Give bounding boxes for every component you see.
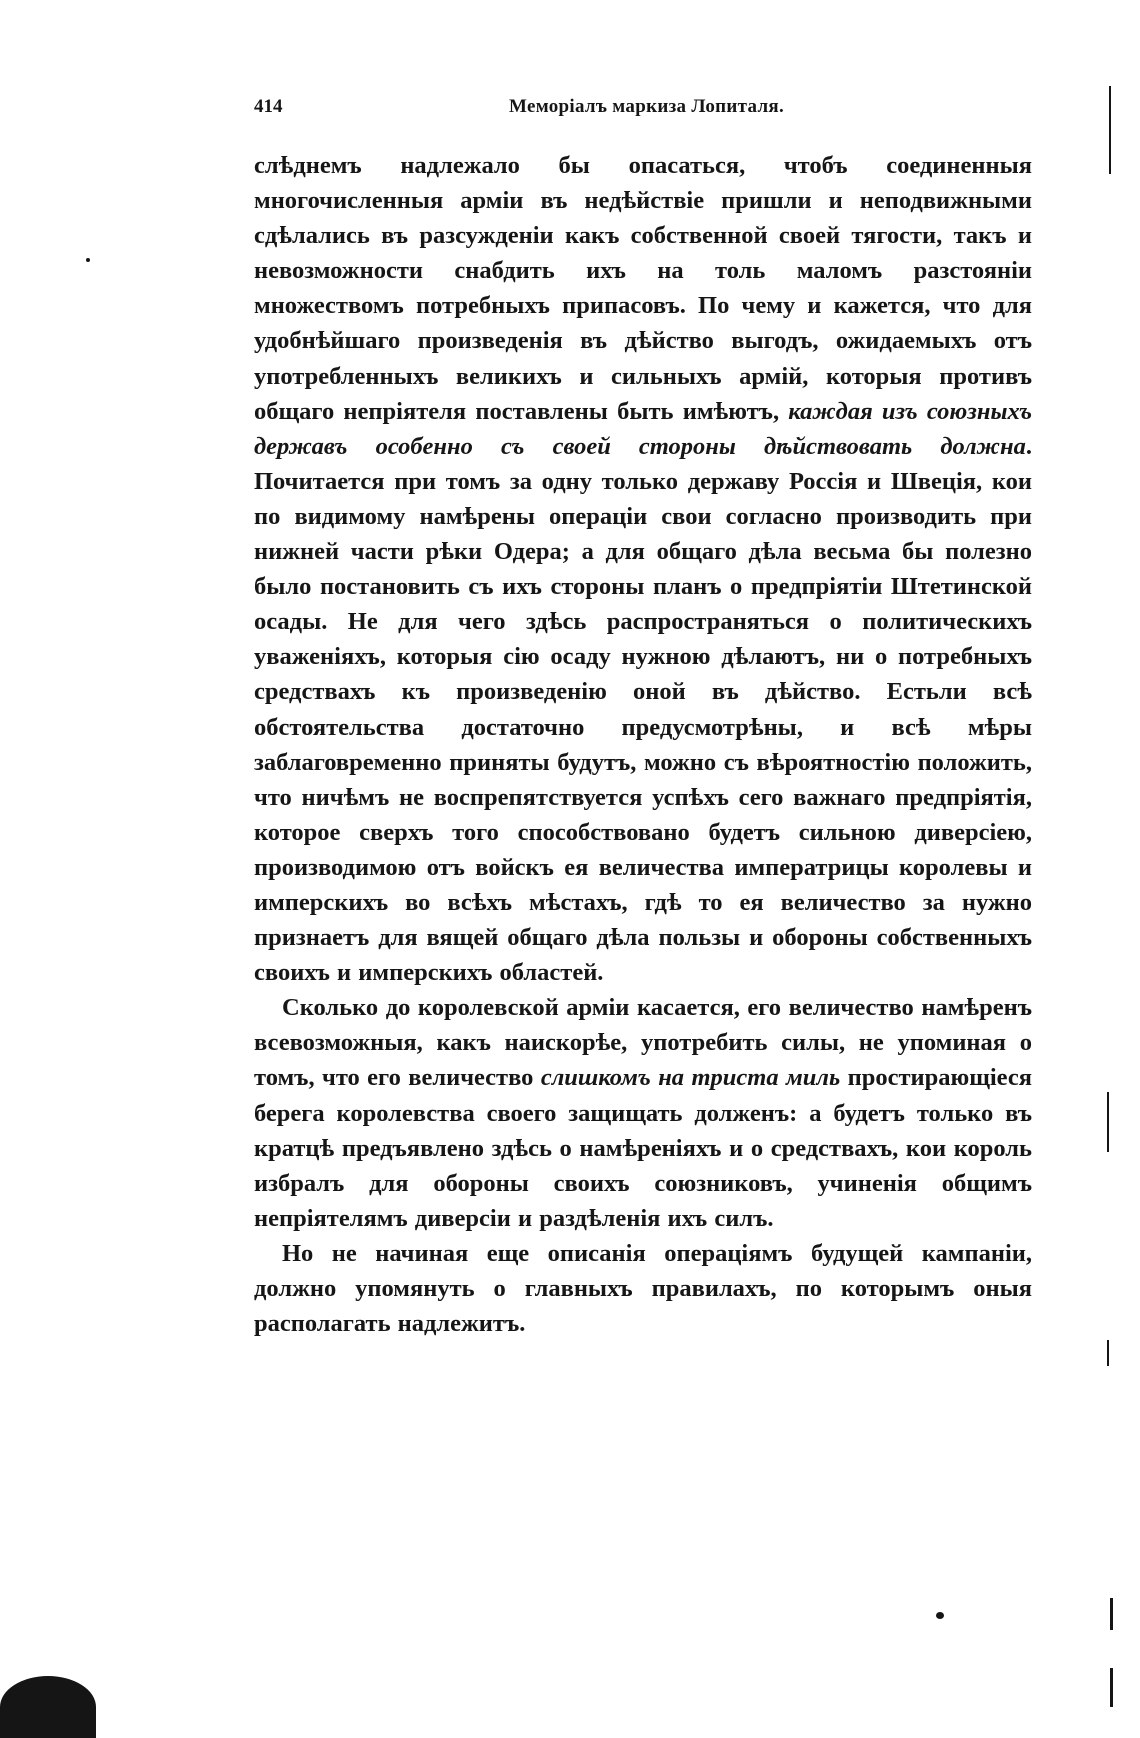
paragraph [254,990,1032,1236]
scan-edge-line [1110,1668,1113,1707]
paragraph [254,1236,1032,1341]
running-title: Меморіалъ маркиза Лопиталя. [509,96,785,117]
scan-edge-line [1109,86,1111,174]
page-number: 414 [254,96,283,117]
italic-phrase: слишкомъ на триста миль [540,1064,841,1092]
paragraph-text: Сколько до королевской арміи касается, его величество намѣренъ всевозможныя, какъ наискорѣе, употребить силы, не упоминая о томъ, что его величество [254,994,1032,1092]
scan-edge-line [1107,1092,1109,1152]
scan-dot [86,258,90,262]
paragraph [254,148,1032,990]
scan-dot [936,1612,944,1619]
paragraph-text: . Почитается при томъ за одну только державу Россія и Швеція, кои по видимому намѣрены операціи свои согласно производить при нижней части рѣки Одера; а для общаго дѣла весьма бы полезно было постановить съ ихъ стороны планъ о предпріятіи Штетинской осады. Не для чего здѣсь распространяться о политическихъ уваженіяхъ, которыя сію осаду нужною дѣлаютъ, ни о потребныхъ средствахъ къ произведенію оной въ дѣйство. Естьли всѣ обстоятельства достаточно предусмотрѣны, и всѣ мѣры заблаговременно приняты будутъ, можно съ вѣроятностію положить, что ничѣмъ не воспрепятствуется успѣхъ сего важнаго предпріятія, которое сверхъ того способствовано будетъ сильною диверсіею, производимою отъ войскъ ея величества императрицы королевы и имперскихъ во всѣхъ мѣстахъ, гдѣ то ея величество за нужно признаетъ для вящей общаго дѣла пользы и обороны собственныхъ своихъ и имперскихъ областей. [254,432,1032,987]
scan-blot [0,1676,96,1738]
scan-edge-line [1110,1598,1113,1630]
paragraph-text: Но не начиная еще описанія операціямъ будущей кампаніи, должно упомянуть о главныхъ правилахъ, по которымъ оныя располагать надлежитъ. [254,1239,1032,1338]
body-text [254,148,1032,1341]
italic-phrase: каждая изъ союзныхъ державъ особенно съ своей стороны дѣйствовать должна [254,397,1032,460]
scan-edge-line [1107,1340,1109,1366]
paragraph-text: простирающіеся берега королевства своего защищать долженъ: а будетъ только въ кратцѣ предъявлено здѣсь о намѣреніяхъ и о средствахъ, кои король избралъ для обороны своихъ союзниковъ, учиненія общимъ непріятелямъ диверсіи и раздѣленія ихъ силъ. [254,1064,1032,1232]
paragraph-text: слѣднемъ надлежало бы опасаться, чтобъ соединенныя многочисленныя арміи въ недѣйствіе пришли и неподвижными сдѣлались въ разсужденіи какъ собственной своей тягости, такъ и невозможности снабдить ихъ на толь маломъ разстояніи множествомъ потребныхъ припасовъ. По чему и кажется, что для удобнѣйшаго произведенія въ дѣйство выгодъ, ожидаемыхъ отъ употребленныхъ великихъ и сильныхъ армій, которыя противъ общаго непріятеля поставлены быть имѣютъ, [254,152,1032,425]
page-header [254,96,1032,128]
